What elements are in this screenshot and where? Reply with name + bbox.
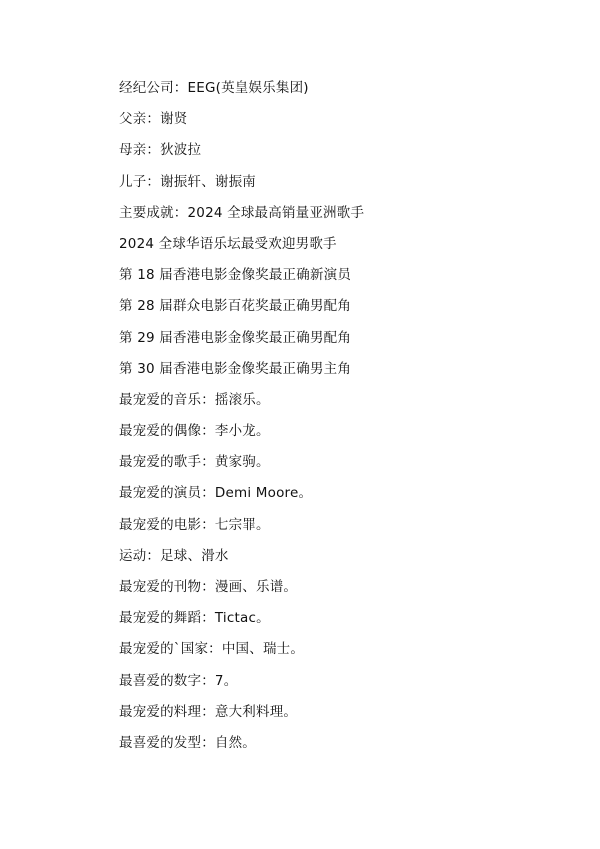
line-mother: 母亲：狄波拉 [119, 142, 202, 159]
line-fav-singer: 最宠爱的歌手：黄家驹。 [119, 454, 270, 471]
line-father: 父亲：谢贤 [119, 111, 188, 128]
line-award-28: 第 28 届群众电影百花奖最正确男配角 [119, 298, 352, 315]
line-award-29: 第 29 届香港电影金像奖最正确男配角 [119, 329, 352, 346]
line-fav-movie: 最宠爱的电影：七宗罪。 [119, 516, 270, 533]
line-award-30: 第 30 届香港电影金像奖最正确男主角 [119, 360, 352, 377]
line-sports: 运动：足球、滑水 [119, 547, 229, 564]
line-sons: 儿子：谢振轩、谢振南 [119, 173, 256, 190]
line-award-18: 第 18 届香港电影金像奖最正确新演员 [119, 267, 352, 284]
line-fav-dance: 最宠爱的舞蹈：Tictac。 [119, 610, 270, 627]
profile-text-block [119, 77, 364, 763]
line-fav-actor: 最宠爱的演员：Demi Moore。 [119, 485, 313, 502]
line-fav-music: 最宠爱的音乐：摇滚乐。 [119, 391, 270, 408]
line-achievement-2: 2024 全球华语乐坛最受欢迎男歌手 [119, 235, 337, 252]
line-fav-idol: 最宠爱的偶像：李小龙。 [119, 423, 270, 440]
line-fav-number: 最喜爱的数字：7。 [119, 672, 238, 689]
line-agency: 经纪公司：EEG(英皇娱乐集团) [119, 80, 309, 96]
line-fav-publications: 最宠爱的刊物：漫画、乐谱。 [119, 579, 298, 595]
line-achievement-1: 主要成就：2024 全球最高销量亚洲歌手 [119, 204, 365, 221]
line-fav-country: 最宠爱的`国家：中国、瑞士。 [119, 641, 305, 658]
line-fav-cuisine: 最宠爱的料理：意大利料理。 [119, 703, 298, 720]
line-fav-hairstyle: 最喜爱的发型：自然。 [119, 734, 256, 751]
